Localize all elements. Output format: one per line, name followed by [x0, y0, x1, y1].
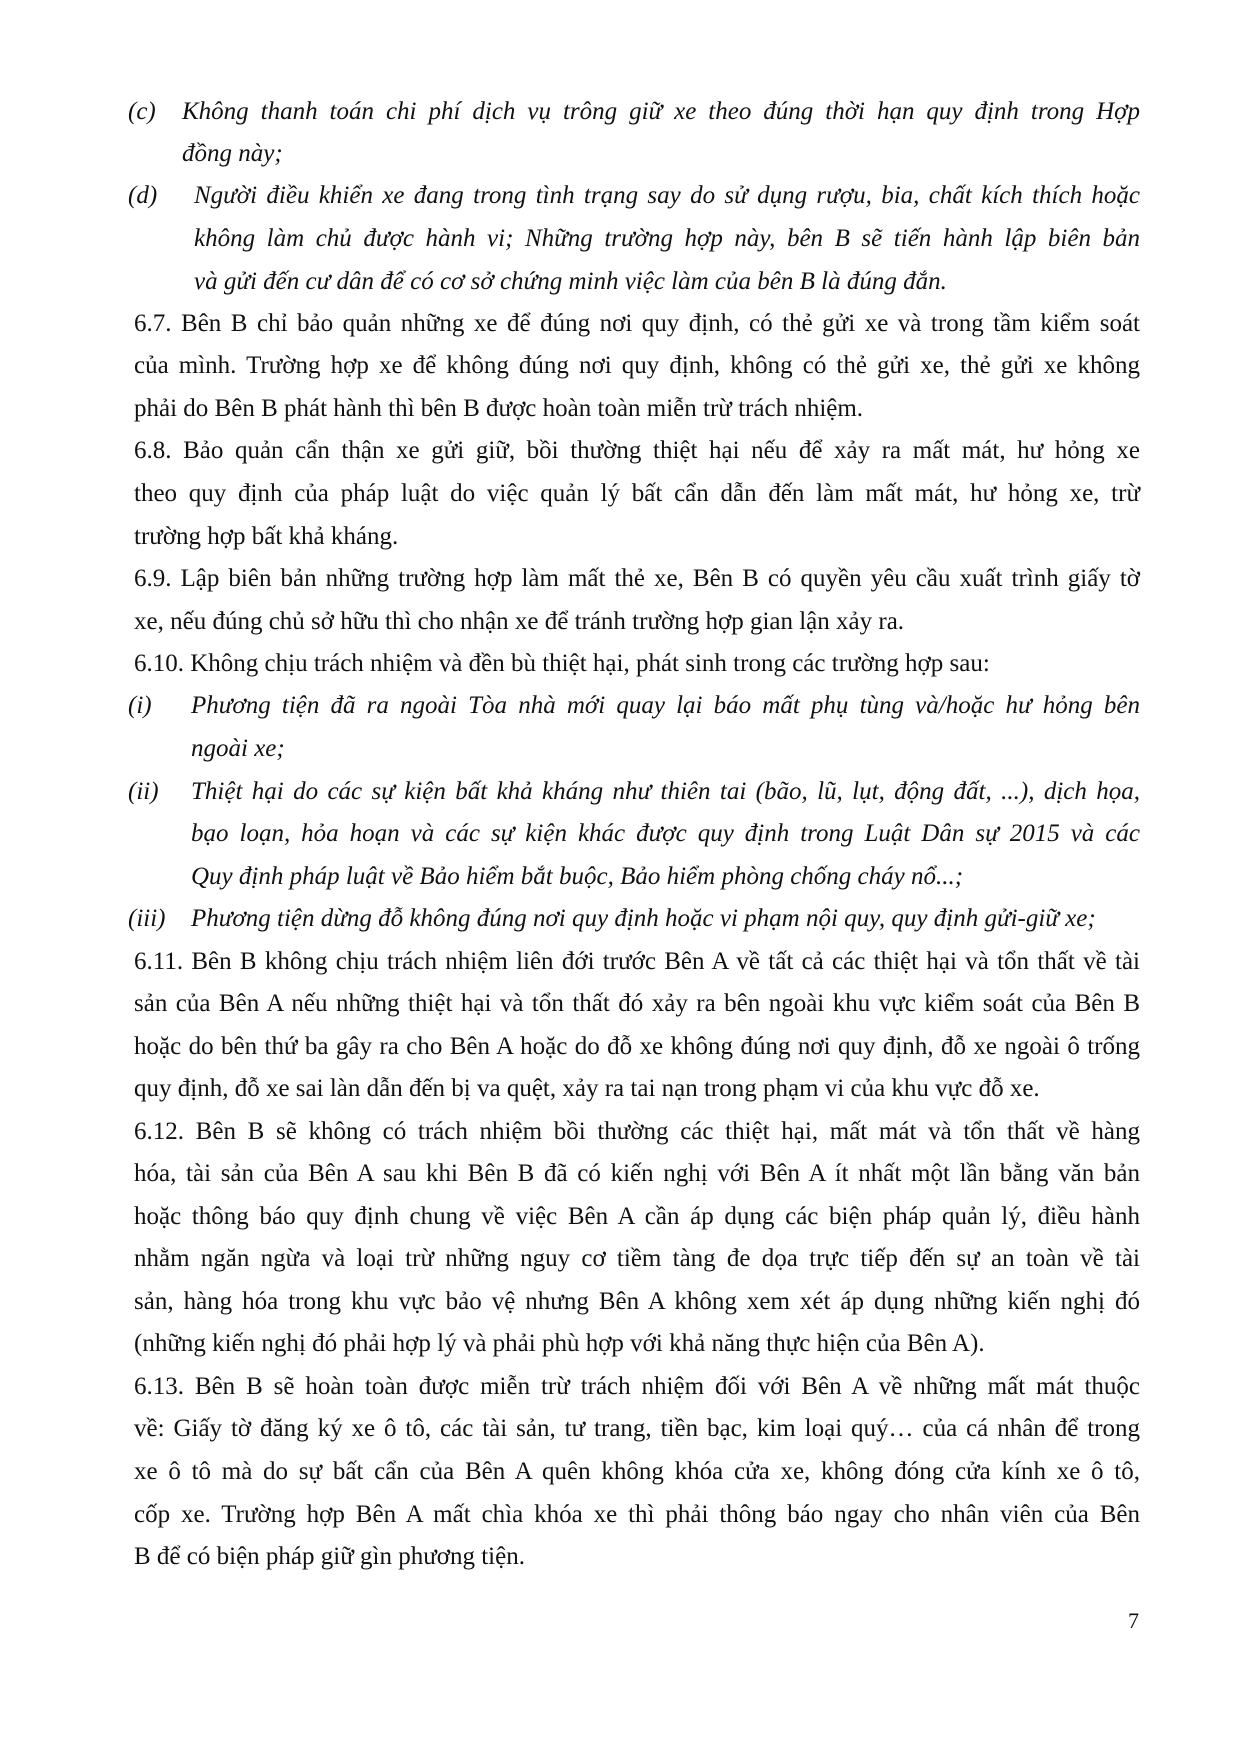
section-6-13-line-5: B để có biện pháp giữ gìn phương tiện.: [134, 1543, 525, 1570]
clause-label: (d): [128, 182, 158, 209]
section-6-13-line-4: cốp xe. Trường hợp Bên A mất chìa khóa xe thì phải thông báo ngay cho nhân viên của Bên: [134, 1501, 1140, 1528]
section-6-12-line-4: nhằm ngăn ngừa và loại trừ những nguy cơ tiềm tàng đe dọa trực tiếp đến sự an toàn về tài: [134, 1245, 1140, 1272]
clause-ii-line-1: (ii) Thiệt hại do các sự kiện bất khả kháng như thiên tai (bão, lũ, lụt, động đất, ...), dịch họa,: [0, 776, 1240, 808]
section-6-12-line-3: hoặc thông báo quy định chung về việc Bên A cần áp dụng các biện pháp quản lý, điều hành: [134, 1203, 1140, 1230]
page-number: 7: [1128, 1608, 1139, 1633]
clause-label: (iii): [128, 905, 166, 932]
section-6-8-line-2: theo quy định của pháp luật do việc quản lý bất cẩn dẫn đến làm mất mát, hư hỏng xe, trừ: [134, 480, 1140, 507]
section-6-7-line-2: của mình. Trường hợp xe để không đúng nơi quy định, không có thẻ gửi xe, thẻ gửi xe không: [134, 352, 1140, 379]
section-6-11-line-4: quy định, đỗ xe sai làn dẫn đến bị va quệt, xảy ra tai nạn trong phạm vi của khu vực đỗ xe.: [134, 1075, 1040, 1102]
section-6-7-line-1: 6.7. Bên B chỉ bảo quản những xe để đúng nơi quy định, có thẻ gửi xe và trong tầm kiểm soát: [134, 310, 1140, 337]
section-6-11-line-1: 6.11. Bên B không chịu trách nhiệm liên đới trước Bên A về tất cả các thiệt hại và tổn thất về tài: [134, 948, 1140, 975]
clause-c-line-1: (c) Không thanh toán chi phí dịch vụ trông giữ xe theo đúng thời hạn quy định trong Hợp: [0, 96, 1240, 128]
section-6-12-line-6: (những kiến nghị đó phải hợp lý và phải phù hợp với khả năng thực hiện của Bên A).: [134, 1330, 985, 1357]
clause-d-line-3: và gửi đến cư dân để có cơ sở chứng minh việc làm của bên B là đúng đắn.: [194, 268, 947, 295]
section-6-12-line-1: 6.12. Bên B sẽ không có trách nhiệm bồi thường các thiệt hại, mất mát và tổn thất về hàng: [134, 1118, 1140, 1145]
clause-ii-line-2: bạo loạn, hỏa hoạn và các sự kiện khác được quy định trong Luật Dân sự 2015 và các: [191, 820, 1140, 847]
section-6-8-line-1: 6.8. Bảo quản cẩn thận xe gửi giữ, bồi thường thiệt hại nếu để xảy ra mất mát, hư hỏng xe: [134, 437, 1140, 464]
section-6-12-line-5: sản, hàng hóa trong khu vực bảo vệ nhưng Bên A không xem xét áp dụng những kiến nghị đó: [134, 1288, 1140, 1315]
clause-i-line-1: (i) Phương tiện đã ra ngoài Tòa nhà mới quay lại báo mất phụ tùng và/hoặc hư hỏng bên: [0, 690, 1240, 722]
section-6-13-line-3: xe ô tô mà do sự bất cẩn của Bên A quên không khóa cửa xe, không đóng cửa kính xe ô tô,: [134, 1458, 1140, 1485]
clause-iii-line-1: (iii) Phương tiện dừng đỗ không đúng nơi quy định hoặc vi phạm nội quy, quy định gửi-giữ xe;: [0, 903, 1240, 935]
section-6-11-line-3: hoặc do bên thứ ba gây ra cho Bên A hoặc do đỗ xe không đúng nơi quy định, đỗ xe ngoài ô trống: [134, 1033, 1140, 1060]
section-6-9-line-2: xe, nếu đúng chủ sở hữu thì cho nhận xe để tránh trường hợp gian lận xảy ra.: [134, 608, 905, 635]
section-6-8-line-3: trường hợp bất khả kháng.: [134, 523, 399, 550]
section-6-13-line-2: về: Giấy tờ đăng ký xe ô tô, các tài sản, tư trang, tiền bạc, kim loại quý… của cá nhân để trong: [134, 1415, 1140, 1442]
section-6-12-line-2: hóa, tài sản của Bên A sau khi Bên B đã có kiến nghị với Bên A ít nhất một lần bằng văn bản: [134, 1160, 1140, 1187]
section-6-11-line-2: sản của Bên A nếu những thiệt hại và tổn thất đó xảy ra bên ngoài khu vực kiểm soát của Bên B: [134, 990, 1140, 1017]
section-6-7-line-3: phải do Bên B phát hành thì bên B được hoàn toàn miễn trừ trách nhiệm.: [134, 395, 864, 422]
clause-label: (ii): [128, 778, 159, 805]
section-6-9-line-1: 6.9. Lập biên bản những trường hợp làm mất thẻ xe, Bên B có quyền yêu cầu xuất trình giấy tờ: [134, 565, 1140, 592]
clause-d-line-2: không làm chủ được hành vi; Những trường hợp này, bên B sẽ tiến hành lập biên bản: [194, 225, 1140, 252]
clause-d-line-1: (d) Người điều khiển xe đang trong tình trạng say do sử dụng rượu, bia, chất kích thích hoặc: [0, 180, 1240, 212]
clause-label: (c): [128, 98, 156, 125]
clause-label: (i): [128, 692, 152, 719]
clause-ii-line-3: Quy định pháp luật về Bảo hiểm bắt buộc, Bảo hiểm phòng chống cháy nổ...;: [191, 863, 964, 890]
clause-c-line-2: đồng này;: [182, 140, 283, 167]
clause-i-line-2: ngoài xe;: [191, 735, 285, 762]
section-6-10-line-1: 6.10. Không chịu trách nhiệm và đền bù thiệt hại, phát sinh trong các trường hợp sau:: [134, 650, 990, 677]
section-6-13-line-1: 6.13. Bên B sẽ hoàn toàn được miễn trừ trách nhiệm đối với Bên A về những mất mát thuộc: [134, 1373, 1140, 1400]
